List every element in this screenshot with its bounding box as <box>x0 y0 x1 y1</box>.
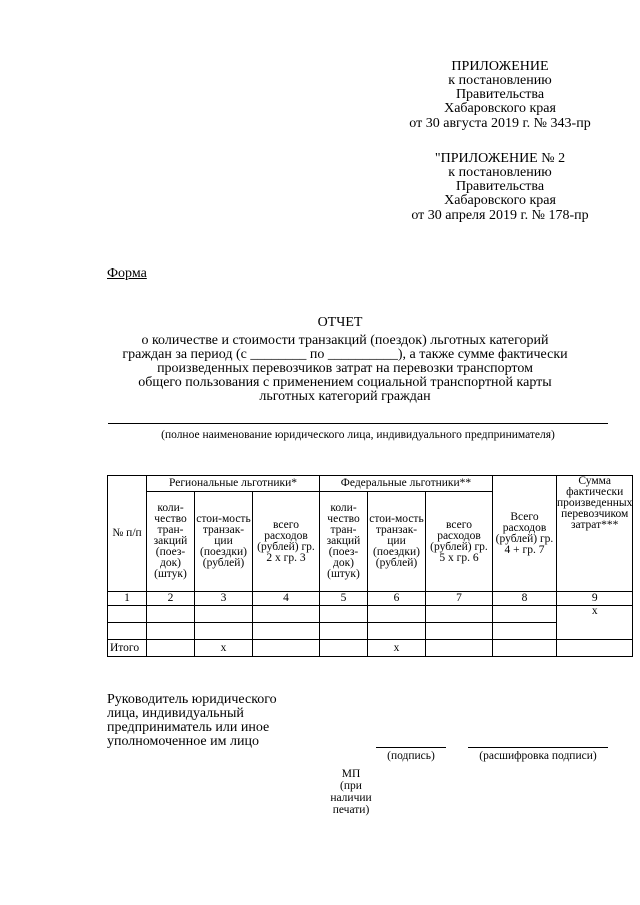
appendix-date: от 30 апреля 2019 г. № 178-пр <box>411 208 589 223</box>
column-number: 1 <box>108 592 147 606</box>
x-mark: х <box>195 640 253 657</box>
table-row <box>108 606 633 623</box>
form-label: Форма <box>107 266 147 281</box>
org-name-line <box>108 423 608 424</box>
col-header-regional-total: всего расходов (рублей) гр. 2 х гр. 3 <box>253 492 320 592</box>
appendix-line: к постановлению <box>448 73 552 88</box>
total-row <box>108 640 633 657</box>
signature-decode-line <box>468 747 608 748</box>
column-number: 2 <box>147 592 195 606</box>
signature-caption: (подпись) <box>387 750 435 762</box>
report-subtitle-line: граждан за период (с ________ по __________), а также сумме фактически <box>122 347 568 362</box>
signatory-line: Руководитель юридического <box>107 692 277 707</box>
signatory-line: предприниматель или иное <box>107 720 270 735</box>
col-header-federal-total: всего расходов (рублей) гр. 5 х гр. 6 <box>426 492 493 592</box>
signatory-line: уполномоченное им лицо <box>107 734 259 749</box>
appendix-line: к постановлению <box>448 165 552 180</box>
report-table <box>107 475 633 657</box>
appendix-line: Хабаровского края <box>444 193 556 208</box>
stamp-line: наличии <box>330 792 372 804</box>
group-header-federal: Федеральные льготники** <box>320 476 493 492</box>
stamp-line: МП <box>341 768 361 780</box>
appendix-date: от 30 августа 2019 г. № 343-пр <box>409 116 591 131</box>
signatory-label <box>107 693 337 749</box>
appendix-header-original <box>380 152 620 223</box>
col-header-total: Всего расходов (рублей) гр. 4 + гр. 7 <box>493 476 557 592</box>
column-number: 3 <box>195 592 253 606</box>
col-header-cost: стои-мость транзак-ции (поездки) (рублей) <box>368 492 426 592</box>
stamp-line: (при <box>340 780 362 792</box>
appendix-line: Правительства <box>455 179 545 194</box>
column-number: 4 <box>253 592 320 606</box>
column-number: 5 <box>320 592 368 606</box>
report-subtitle-line: произведенных перевозчиков затрат на перевозки транспортом <box>157 361 533 376</box>
col-header-count: коли-чество тран-закций (поез-док) (штук) <box>147 492 195 592</box>
total-label: Итого <box>108 640 147 657</box>
report-subtitle <box>95 334 595 404</box>
col-header-count: коли-чество тран-закций (поез-док) (штук) <box>320 492 368 592</box>
stamp-place <box>326 768 376 816</box>
report-title: ОТЧЕТ <box>317 315 363 330</box>
org-name-caption: (полное наименование юридического лица, индивидуального предпринимателя) <box>161 429 555 441</box>
x-mark: х <box>557 606 633 640</box>
appendix-title: "ПРИЛОЖЕНИЕ № 2 <box>434 151 566 166</box>
signature-decode-caption: (расшифровка подписи) <box>479 750 597 762</box>
appendix-line: Правительства <box>455 87 545 102</box>
column-number: 8 <box>493 592 557 606</box>
signature-line <box>376 747 446 748</box>
report-subtitle-line: о количестве и стоимости транзакций (поездок) льготных категорий <box>141 333 549 348</box>
column-number: 9 <box>557 592 633 606</box>
stamp-line: печати) <box>332 804 370 816</box>
appendix-header-current <box>380 60 620 131</box>
appendix-title: ПРИЛОЖЕНИЕ <box>451 59 549 74</box>
column-number: 7 <box>426 592 493 606</box>
report-subtitle-line: общего пользования с применением социальной транспортной карты <box>138 375 552 390</box>
column-number: 6 <box>368 592 426 606</box>
table-row <box>108 623 633 640</box>
column-number-row <box>108 592 633 606</box>
col-header-number: № п/п <box>108 476 147 592</box>
group-header-regional: Региональные льготники* <box>147 476 320 492</box>
appendix-line: Хабаровского края <box>444 101 556 116</box>
x-mark: х <box>368 640 426 657</box>
signatory-line: лица, индивидуальный <box>107 706 244 721</box>
col-header-cost: стои-мость транзак-ции (поездки) (рублей) <box>195 492 253 592</box>
report-subtitle-line: льготных категорий граждан <box>259 389 431 404</box>
col-header-actual-costs: Сумма фактически произведенных перевозчиком затрат*** <box>557 476 633 592</box>
